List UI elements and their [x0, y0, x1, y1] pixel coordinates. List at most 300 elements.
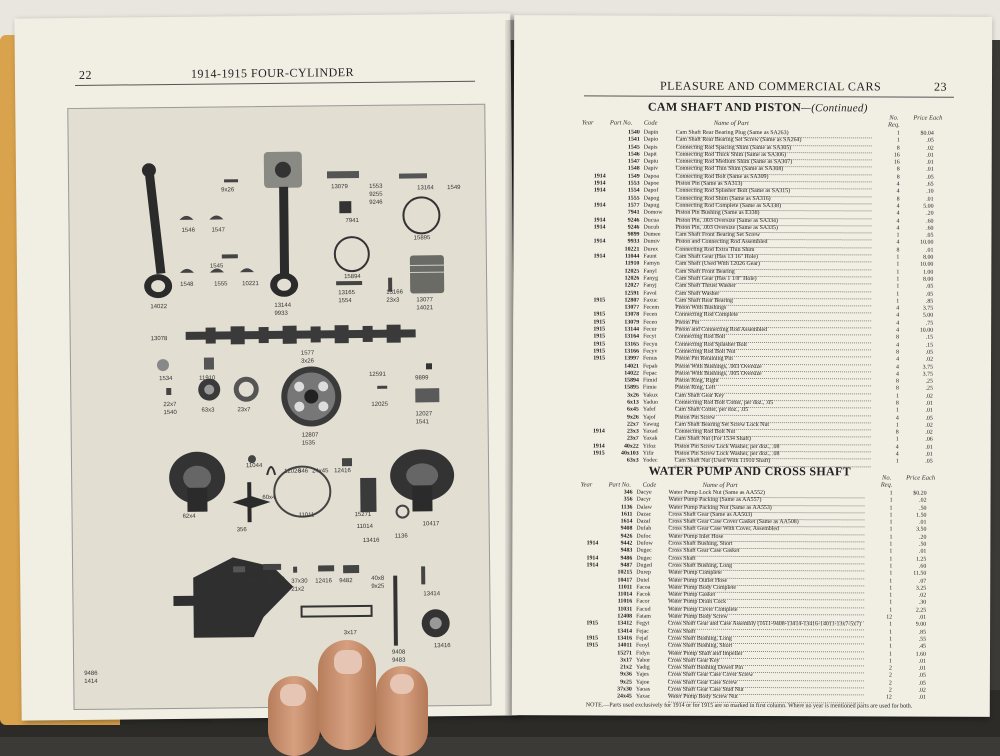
part-number-cell: 9x36 [600, 672, 632, 679]
part-number-label: 63x3 [201, 408, 214, 414]
price-cell: $0.20 [897, 491, 927, 498]
year-cell: 1914 [585, 253, 605, 260]
code-cell: Dacyr [637, 497, 667, 504]
part-name-cell: Cam Shaft (Used With 12026 Gear) [675, 261, 871, 270]
quantity-cell: 4 [885, 240, 899, 247]
col-header-code: Code [643, 482, 657, 489]
part-number-cell: 13414 [600, 628, 632, 635]
code-cell: Dapiu [644, 159, 674, 166]
code-cell: Durep [636, 570, 666, 577]
part-number-label: 1553 [369, 184, 382, 190]
year-cell: 1915 [585, 326, 605, 333]
part-name-cell: Cross Shaft [668, 555, 864, 564]
quantity-cell: 4 [886, 203, 900, 210]
quantity-cell: 8 [886, 167, 900, 174]
part-number-label: 12416 [315, 578, 332, 584]
part-name-cell: Water Pump Body Screw Nut [668, 694, 864, 703]
code-cell: Fanyg [643, 276, 673, 283]
col-header-price: Price Each [912, 115, 944, 122]
quantity-cell: 1 [885, 437, 899, 444]
part-number-label: 1577 [301, 350, 314, 356]
quantity-cell: 12 [878, 695, 892, 702]
part-number-label: 9899 [415, 375, 428, 381]
price-cell: 9.00 [896, 622, 926, 629]
quantity-cell: 1 [878, 629, 892, 636]
part-name-cell: Water Pump Lock Nut (Same as AA552) [669, 490, 865, 499]
quantity-cell: 8 [885, 379, 899, 386]
year-cell: 1915 [585, 319, 605, 326]
part-name-cell: Water Pump Drain Cock [668, 599, 864, 608]
part-number-label: 10417 [423, 521, 440, 527]
quantity-cell: 1 [878, 607, 892, 614]
connecting-rod-drawing [142, 163, 172, 298]
quantity-cell: 4 [885, 313, 899, 320]
quantity-cell: 4 [885, 320, 899, 327]
part-name-cell: Cam Shaft Nut (For 1534 Shaft) [675, 436, 871, 445]
quantity-cell: 1 [878, 534, 892, 541]
part-number-label: 13077 [416, 297, 433, 303]
part-name-cell: Water Pump Body Screw [668, 614, 864, 623]
part-number-cell: 9408 [600, 526, 632, 533]
code-cell: Dapio [644, 137, 674, 144]
col-header-year: Year [581, 481, 593, 488]
price-cell: .05 [903, 284, 933, 291]
part-number-label: 1535 [302, 440, 315, 446]
code-cell: Ducua [643, 217, 673, 224]
part-number-cell: 12027 [607, 283, 639, 290]
quantity-cell: 4 [886, 189, 900, 196]
part-name-cell: Connecting Rod Spacing Shim (Same as SA305) [676, 144, 872, 153]
code-cell: Fanyj [643, 283, 673, 290]
part-number-cell: 9487 [600, 562, 632, 569]
price-cell: 3.75 [903, 364, 933, 371]
price-cell: .25 [903, 386, 933, 393]
price-cell: .20 [896, 534, 926, 541]
quantity-cell: 1 [878, 622, 892, 629]
code-cell: Faxuc [643, 297, 673, 304]
part-number-cell: 37x30 [600, 686, 632, 693]
code-cell: Fidyn [636, 650, 666, 657]
part-name-cell: Water Pump Outlet Hose [668, 577, 864, 586]
left-page [14, 13, 517, 720]
quantity-cell: 1 [878, 593, 892, 600]
part-name-cell: Connecting Rod Splasher Bolt [675, 341, 871, 350]
part-number-label: 23x3 [386, 298, 399, 304]
part-name-cell: Cross Shaft Bushing, Long [668, 563, 864, 572]
price-cell: .60 [896, 563, 926, 570]
part-name-cell: Piston Pin, .003 Oversize (Same as SA334) [675, 217, 871, 226]
bearing-drawing [198, 378, 220, 400]
code-cell: Dapoe [644, 181, 674, 188]
quantity-cell: 8 [885, 349, 899, 356]
part-name-cell: Cross Shaft Gear Case Cover Screw [668, 672, 864, 681]
part-number-label: 15895 [414, 235, 431, 241]
part-name-cell: Piston Pin Retaining Pin [675, 356, 871, 365]
part-number-cell: 13164 [607, 334, 639, 341]
header-rule [75, 81, 475, 86]
part-number-cell: 9442 [600, 541, 632, 548]
continued-label: —(Continued) [801, 102, 868, 114]
code-cell: Dapoa [644, 173, 674, 180]
part-number-cell: 9486 [600, 555, 632, 562]
part-name-cell: Cross Shaft [668, 628, 864, 637]
part-number-label: 62x4 [183, 514, 196, 520]
code-cell: Duged [636, 563, 666, 570]
part-number-cell: 14021 [607, 363, 639, 370]
price-cell: .01 [896, 520, 926, 527]
price-cell: .05 [903, 415, 933, 422]
part-number-label: 9x26 [221, 187, 234, 193]
quantity-cell: 12 [878, 614, 892, 621]
section-title-water-pump: WATER PUMP AND CROSS SHAFT [649, 464, 851, 480]
code-cell: Fecem [643, 305, 673, 312]
price-cell: .07 [896, 578, 926, 585]
price-cell: 10.00 [903, 262, 933, 269]
part-number-cell: 1555 [608, 195, 640, 202]
part-name-cell: Connecting Rod Bolt Cotter, per doz., .05 [675, 400, 871, 409]
quantity-cell: 1 [879, 498, 893, 505]
price-cell: .01 [904, 196, 934, 203]
price-cell: .02 [903, 422, 933, 429]
code-cell: Fenus [643, 356, 673, 363]
col-header-part: Part No. [609, 482, 631, 489]
part-number-cell: 1553 [608, 181, 640, 188]
code-cell: Fecyu [643, 341, 673, 348]
code-cell: Facud [636, 606, 666, 613]
part-number-label: 10221 [242, 281, 259, 287]
part-name-cell: Water Pump Packing Nut (Same as AA553) [668, 504, 864, 513]
part-name-cell: Piston and Connecting Rod Assembled [675, 327, 871, 336]
quantity-cell: 1 [885, 255, 899, 262]
part-number-cell: 12591 [607, 290, 639, 297]
part-number-label: 15271 [355, 512, 372, 518]
footnote: NOTE.—Parts used exclusively for 1914 or for 1915 are so marked in first column. Where no year is mentioned parts are used for both. [586, 701, 946, 710]
code-cell: Feceo [643, 319, 673, 326]
price-cell: .05 [896, 680, 926, 687]
price-cell: .01 [896, 695, 926, 702]
quantity-cell: 4 [885, 415, 899, 422]
code-cell: Fimie [643, 385, 673, 392]
quantity-cell: 8 [885, 386, 899, 393]
part-name-cell: Connecting Rod Bolt Nut [675, 429, 871, 438]
price-cell: .05 [903, 233, 933, 240]
part-number-label: 9408 [392, 650, 405, 656]
code-cell: Facor [636, 599, 666, 606]
part-number-label: 1534 [159, 376, 172, 382]
part-number-cell: 15894 [607, 378, 639, 385]
part-name-cell: Piston With Bushings, .005 Oversize [675, 371, 871, 380]
code-cell: Fegyt [636, 621, 666, 628]
year-cell: 1915 [585, 341, 605, 348]
quantity-cell: 1 [879, 490, 893, 497]
quantity-cell: 1 [885, 298, 899, 305]
part-number-cell: 6x45 [607, 407, 639, 414]
price-cell: .05 [896, 673, 926, 680]
part-number-label: 13079 [331, 184, 348, 190]
code-cell: Dufow [636, 541, 666, 548]
price-cell: .50 [896, 505, 926, 512]
price-cell: .01 [903, 444, 933, 451]
part-number-label: 7941 [345, 218, 358, 224]
part-number-label: 1541 [416, 419, 429, 425]
part-number-label: 23x7 [237, 407, 250, 413]
part-number-cell: 1540 [608, 129, 640, 136]
part-name-cell: Connecting Rod Thick Shim (Same as SA306) [676, 152, 872, 161]
quantity-cell: 1 [878, 578, 892, 585]
part-number-cell: 1548 [608, 166, 640, 173]
part-name-cell: Water Pump Gasket [668, 592, 864, 601]
year-cell: 1914 [586, 188, 606, 195]
quantity-cell: 2 [878, 673, 892, 680]
part-number-label: 11031 [269, 577, 285, 583]
part-number-cell: 12807 [607, 297, 639, 304]
part-number-cell: 13077 [607, 305, 639, 312]
part-number-cell: 1577 [608, 202, 640, 209]
part-number-label: 11044 [246, 463, 262, 469]
col-header-year: Year [582, 119, 594, 126]
water-pump-cover-drawing [390, 449, 455, 512]
part-number-label: 12416 [334, 468, 351, 474]
price-cell: .05 [903, 349, 933, 356]
quantity-cell: 8 [886, 145, 900, 152]
part-number-label: 12027 [415, 411, 432, 417]
price-cell: .01 [903, 401, 933, 408]
part-name-cell: Cross Shaft Gear Case Cover Gasket (Same as AA508) [668, 519, 864, 528]
quantity-cell: 4 [885, 364, 899, 371]
price-cell: .45 [896, 644, 926, 651]
code-cell: Fejac [636, 628, 666, 635]
quantity-cell: 8 [886, 196, 900, 203]
price-cell: .05 [903, 459, 933, 466]
part-number-cell: 1546 [608, 151, 640, 158]
quantity-cell: 1 [878, 600, 892, 607]
quantity-cell: 1 [878, 527, 892, 534]
year-cell: 1915 [585, 312, 605, 319]
quantity-cell: 1 [878, 505, 892, 512]
part-number-cell: 9x25 [600, 679, 632, 686]
part-name-cell: Cam Shaft Cotter, per doz., .05 [675, 407, 871, 416]
part-number-cell: 23x7 [607, 436, 639, 443]
year-cell: 1915 [585, 450, 605, 457]
water-pump-parts-table [578, 489, 939, 702]
price-cell: .01 [896, 549, 926, 556]
part-number-label: 9246 [369, 200, 382, 206]
code-cell: Fejaf [636, 636, 666, 643]
part-name-cell: Cross Shaft Bushing, Short [668, 541, 864, 550]
price-cell: .65 [904, 182, 934, 189]
code-cell: Dapit [644, 152, 674, 159]
quantity-cell: 1 [885, 276, 899, 283]
impeller-drawing [232, 482, 270, 522]
part-number-cell: 1611 [600, 511, 632, 518]
part-name-cell: Cross Shaft Bushing, Short [668, 643, 864, 652]
quantity-cell: 2 [878, 666, 892, 673]
part-number-label: 9x25 [371, 584, 384, 590]
col-header-name: Name of Part [714, 120, 749, 127]
code-cell: Favol [643, 290, 673, 297]
col-header-part: Part No. [610, 120, 632, 127]
price-cell: .25 [903, 379, 933, 386]
price-cell: .30 [896, 600, 926, 607]
part-name-cell: Connecting Rod Bolt [675, 334, 871, 343]
piston-drawing [264, 152, 304, 297]
part-name-cell: Cam Shaft Front Bearing Set Screw [675, 232, 871, 241]
part-number-cell: 11014 [600, 592, 632, 599]
code-cell: Feoyl [636, 643, 666, 650]
part-number-cell: 11011 [600, 584, 632, 591]
part-name-cell: Cam Shaft Rear Bearing Plug (Same as SA263) [676, 130, 872, 139]
price-cell: .60 [903, 225, 933, 232]
price-cell: 2.25 [896, 607, 926, 614]
fingernail [280, 684, 306, 706]
part-number-cell: 346 [601, 489, 633, 496]
price-cell: .02 [896, 593, 926, 600]
part-number-label: 1546 [182, 228, 195, 234]
price-cell: 10.00 [903, 328, 933, 335]
code-cell: Dugec [636, 555, 666, 562]
code-cell: Fecyt [643, 334, 673, 341]
quantity-cell: 1 [878, 644, 892, 651]
part-number-label: 1414 [84, 679, 97, 685]
quantity-cell: 8 [885, 247, 899, 254]
water-pump-body-drawing [169, 451, 226, 512]
part-name-cell: Piston and Connecting Rod Assembled [675, 239, 871, 248]
part-number-label: 9483 [392, 658, 405, 664]
price-cell: .05 [904, 138, 934, 145]
quantity-cell: 1 [885, 291, 899, 298]
part-name-cell: Connecting Rod Extra Thin Shim [675, 246, 871, 255]
price-cell: 3.25 [896, 585, 926, 592]
part-number-cell: 23x3 [607, 429, 639, 436]
price-cell: .02 [903, 430, 933, 437]
rear-bearing-drawing [415, 388, 439, 402]
part-number-cell: 11016 [600, 599, 632, 606]
part-name-cell: Water Pump Packing (Same as AA557) [669, 497, 865, 506]
part-number-cell: 3x26 [607, 392, 639, 399]
price-cell: 8.00 [903, 276, 933, 283]
fingernail [334, 650, 362, 674]
part-name-cell: Cross Shaft Gear and Case Assembly (1611-9408-13414-13416-14011-13x7-5x7) [668, 621, 864, 630]
year-cell: 1915 [578, 643, 598, 650]
part-name-cell: Water Pump Shaft and Impeller [668, 650, 864, 659]
code-cell: Yaxad [643, 429, 673, 436]
code-cell: Yaxac [636, 694, 666, 701]
part-number-cell: 13166 [607, 348, 639, 355]
part-number-label: 1549 [447, 185, 460, 191]
price-cell: 8.00 [903, 255, 933, 262]
code-cell: Yabor [636, 657, 666, 664]
year-cell: 1914 [578, 555, 598, 562]
part-number-label: 14021 [416, 305, 433, 311]
part-name-cell: Piston Pin (Same as SA313) [676, 181, 872, 190]
part-number-cell: 63x3 [607, 458, 639, 465]
part-number-cell: 11031 [600, 606, 632, 613]
part-number-label: 1547 [212, 227, 225, 233]
price-cell: .10 [904, 189, 934, 196]
part-number-cell: 24x45 [600, 694, 632, 701]
code-cell: Facoa [636, 584, 666, 591]
year-cell: 1914 [585, 239, 605, 246]
price-cell: .05 [903, 291, 933, 298]
code-cell: Dapog [644, 195, 674, 202]
price-cell: .01 [903, 452, 933, 459]
part-number-label: 14022 [150, 304, 167, 310]
part-number-label: 9933 [274, 311, 287, 317]
code-cell: Ducub [643, 224, 673, 231]
price-cell: 11.50 [896, 571, 926, 578]
price-cell: .01 [904, 160, 934, 167]
part-number-cell: 10221 [607, 246, 639, 253]
part-number-cell: 3x17 [600, 657, 632, 664]
part-number-cell: 10417 [600, 577, 632, 584]
right-page [512, 15, 992, 717]
year-cell: 1914 [586, 173, 606, 180]
part-number-cell: 356 [601, 497, 633, 504]
header-rule [584, 95, 954, 97]
cam-shaft-gear-drawing [281, 366, 342, 427]
quantity-cell: 8 [886, 174, 900, 181]
part-name-cell: Water Pump Complete [668, 570, 864, 579]
price-cell: .01 [896, 658, 926, 665]
code-cell: Durex [643, 246, 673, 253]
part-name-cell: Cross Shaft Gear Case Stud Nut [668, 687, 864, 696]
price-cell: .01 [904, 152, 934, 159]
part-name-cell: Piston Pin [675, 319, 871, 328]
part-number-cell: 1545 [608, 144, 640, 151]
part-number-cell: 21x2 [600, 665, 632, 672]
code-cell: Dazac [636, 511, 666, 518]
code-cell: Dapug [644, 203, 674, 210]
code-cell: Yifoz [643, 443, 673, 450]
code-cell: Fanyl [643, 268, 673, 275]
part-number-label: 1555 [214, 281, 227, 287]
year-cell: 1914 [586, 180, 606, 187]
cam-shaft-parts-table [585, 129, 946, 466]
page-number-left: 22 [79, 68, 92, 82]
part-name-cell: Cam Shaft Gear (Has 1 1/8" Hole) [675, 276, 871, 285]
part-name-cell: Connecting Rod Splasher Bolt (Same as SA315) [676, 188, 872, 197]
price-cell: $0.04 [904, 131, 934, 138]
part-number-cell: 13079 [607, 319, 639, 326]
price-cell: .02 [897, 498, 927, 505]
quantity-cell: 1 [878, 542, 892, 549]
price-cell: .55 [896, 636, 926, 643]
year-cell: 1914 [585, 429, 605, 436]
quantity-cell: 1 [886, 138, 900, 145]
part-number-cell: 12026 [607, 275, 639, 282]
quantity-cell: 1 [878, 556, 892, 563]
code-cell: Faunt [643, 254, 673, 261]
quantity-cell: 4 [885, 452, 899, 459]
cross-shaft-drawing [393, 576, 398, 646]
page-number-right: 23 [934, 80, 947, 94]
part-number-label: 12025 [371, 402, 388, 408]
code-cell: Yakux [643, 392, 673, 399]
year-cell: 1915 [585, 334, 605, 341]
part-name-cell: Cross Shaft Gear Case Gasket [668, 548, 864, 557]
piston-pin-drawing [327, 171, 359, 178]
quantity-cell: 1 [878, 651, 892, 658]
part-number-cell: 12025 [607, 268, 639, 275]
code-cell: Dapis [644, 144, 674, 151]
part-number-cell: 1549 [608, 173, 640, 180]
part-number-cell: 13416 [600, 635, 632, 642]
camshaft-drawing [186, 324, 416, 344]
part-name-cell: Connecting Rod Bolt Nut [675, 349, 871, 358]
year-cell: 1915 [585, 356, 605, 363]
code-cell: Domow [644, 210, 674, 217]
code-cell: Fepac [643, 370, 673, 377]
